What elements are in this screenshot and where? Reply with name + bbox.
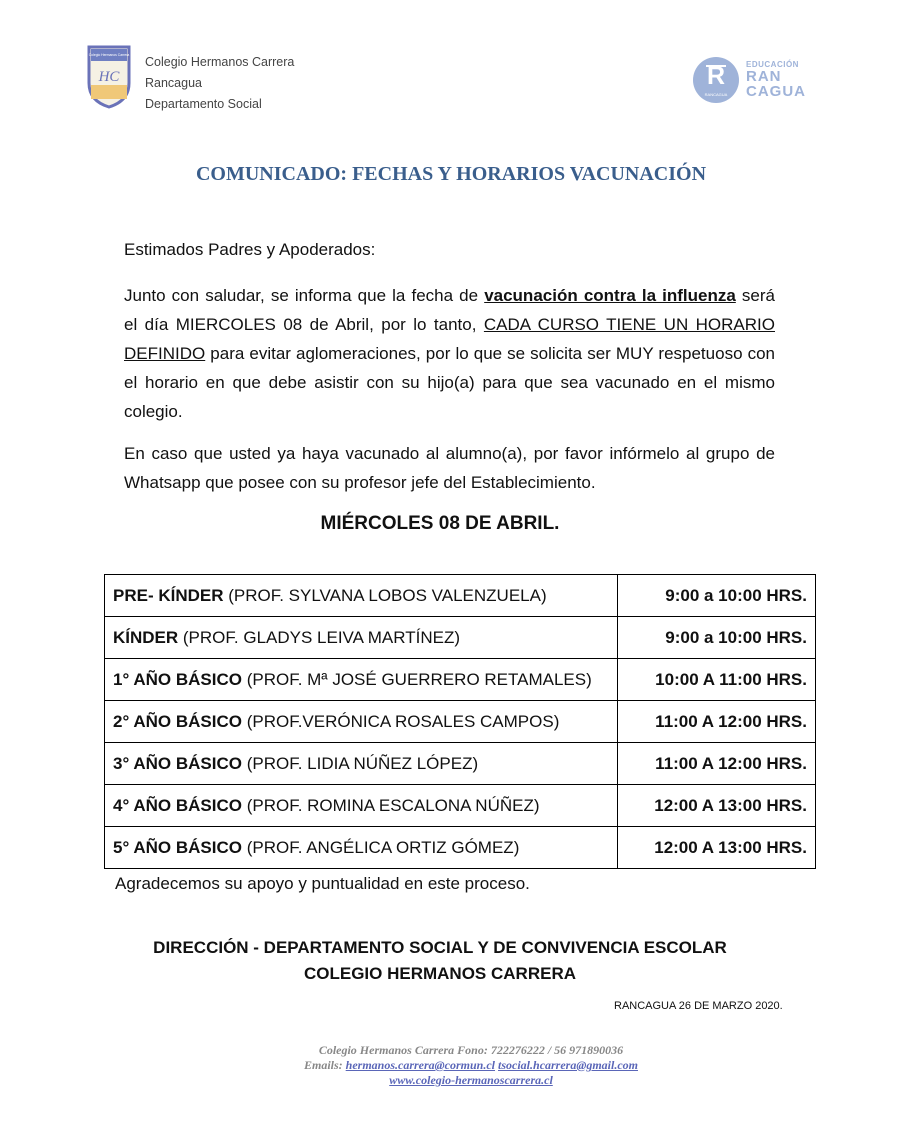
footer [0, 1043, 902, 1088]
email-link-cormun[interactable]: hermanos.carrera@cormun.cl [345, 1058, 496, 1072]
course-cell: KÍNDER (PROF. GLADYS LEIVA MARTÍNEZ) [105, 617, 618, 659]
time-cell: 9:00 a 10:00 HRS. [618, 617, 816, 659]
vaccination-highlight: vacunación contra la influenza [484, 286, 736, 305]
time-cell: 11:00 A 12:00 HRS. [618, 701, 816, 743]
time-cell: 12:00 A 13:00 HRS. [618, 785, 816, 827]
svg-text:Colegio Hermanos Carrera: Colegio Hermanos Carrera [88, 53, 130, 57]
time-cell: 10:00 A 11:00 HRS. [618, 659, 816, 701]
table-row [105, 659, 816, 701]
school-crest-logo [86, 43, 132, 109]
schedule-highlight: CADA CURSO TIENE UN HORARIO DEFINIDO [124, 315, 775, 363]
table-row [105, 785, 816, 827]
course-cell: 1° AÑO BÁSICO (PROF. Mª JOSÉ GUERRERO RETAMALES) [105, 659, 618, 701]
time-cell: 11:00 A 12:00 HRS. [618, 743, 816, 785]
course-cell: 2° AÑO BÁSICO (PROF.VERÓNICA ROSALES CAMPOS) [105, 701, 618, 743]
table-row [105, 743, 816, 785]
announcement-paragraph: Junto con saludar, se informa que la fecha de vacunación contra la influenza será el día MIERCOLES 08 de Abril, por lo tanto, CADA CURSO TIENE UN HORARIO DEFINIDO para evitar aglomeraciones, por lo que se solicita ser MUY respetuoso con el horario en que debe asistir con su hijo(a) para que sea vacunado en el mismo colegio. [124, 286, 775, 421]
day-heading: MIÉRCOLES 08 DE ABRIL. [320, 513, 560, 534]
course-cell: PRE- KÍNDER (PROF. SYLVANA LOBOS VALENZUELA) [105, 575, 618, 617]
signature-school: COLEGIO HERMANOS CARRERA [303, 964, 576, 983]
greeting: Estimados Padres y Apoderados: [124, 240, 376, 259]
time-cell: 12:00 A 13:00 HRS. [618, 827, 816, 869]
svg-text:HC: HC [98, 69, 120, 85]
school-header-text [145, 52, 294, 115]
table-row [105, 827, 816, 869]
school-name: Colegio Hermanos Carrera [145, 55, 295, 69]
school-department: Departamento Social [145, 97, 262, 111]
course-cell: 3° AÑO BÁSICO (PROF. LIDIA NÚÑEZ LÓPEZ) [105, 743, 618, 785]
course-cell: 4° AÑO BÁSICO (PROF. ROMINA ESCALONA NÚÑEZ) [105, 785, 618, 827]
school-city: Rancagua [145, 76, 202, 90]
table-row [105, 575, 816, 617]
footer-emails: Emails: hermanos.carrera@cormun.cl tsocial.hcarrera@gmail.com [304, 1058, 638, 1072]
table-row [105, 701, 816, 743]
signature-department: DIRECCIÓN - DEPARTAMENTO SOCIAL Y DE CONVIVENCIA ESCOLAR [153, 938, 727, 957]
footer-phone: Colegio Hermanos Carrera Fono: 722276222 / 56 971890036 [318, 1043, 624, 1057]
table-row [105, 617, 816, 659]
educacion-rancagua-logo: R RANCAGUA EDUCACIÓN RAN CAGUA [693, 57, 805, 105]
website-link[interactable]: www.colegio-hermanoscarrera.cl [389, 1073, 553, 1087]
document-title: COMUNICADO: FECHAS Y HORARIOS VACUNACIÓN [195, 163, 707, 185]
edu-logo-emblem: R RANCAGUA [693, 57, 739, 103]
email-link-gmail[interactable]: tsocial.hcarrera@gmail.com [498, 1058, 638, 1072]
time-cell: 9:00 a 10:00 HRS. [618, 575, 816, 617]
place-date: RANCAGUA 26 DE MARZO 2020. [614, 1000, 783, 1012]
course-cell: 5° AÑO BÁSICO (PROF. ANGÉLICA ORTIZ GÓMEZ) [105, 827, 618, 869]
schedule-table [104, 574, 816, 869]
info-paragraph: En caso que usted ya haya vacunado al alumno(a), por favor infórmelo al grupo de Whatsapp que posee con su profesor jefe del Establecimiento. [124, 444, 775, 492]
thanks-note: Agradecemos su apoyo y puntualidad en este proceso. [115, 874, 530, 893]
